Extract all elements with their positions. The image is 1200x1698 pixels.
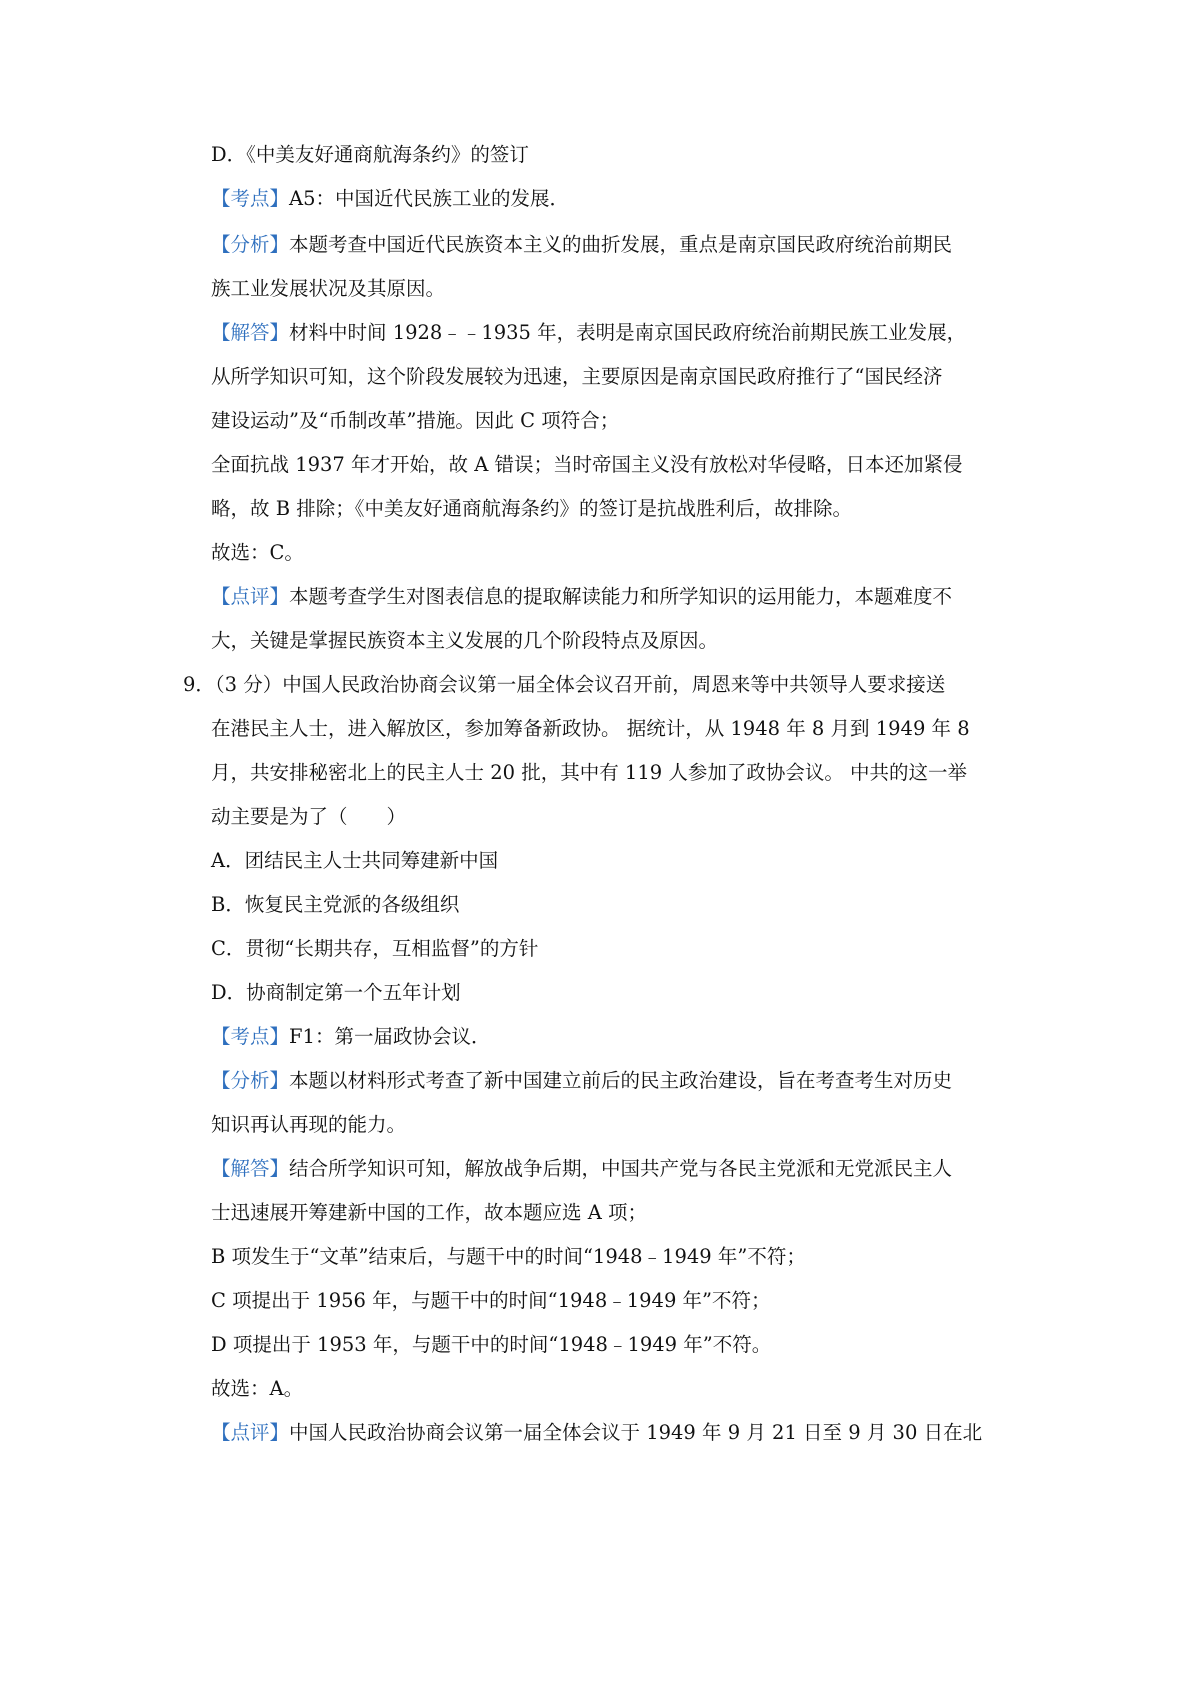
fenxi-text: 本题以材料形式考查了新中国建立前后的民主政治建设，旨在考查考生对历史 (289, 1069, 953, 1092)
q9-dianping-line-1 (211, 1420, 982, 1446)
q9-option-b: B．恢复民主党派的各级组织 (211, 893, 460, 916)
dianping-text: 本题考查学生对图表信息的提取解读能力和所学知识的运用能力，本题难度不 (289, 585, 953, 608)
q9-option-c: C．贯彻“长期共存，互相监督”的方针 (211, 937, 539, 960)
kaodian-text: F1：第一届政协会议． (289, 1025, 491, 1048)
q9-stem-line-1: 9．（3 分）中国人民政治协商会议第一届全体会议召开前，周恩来等中共领导人要求接送 (183, 673, 946, 696)
kaodian-tag: 【考点】 (211, 187, 290, 210)
q8-fenxi-line-1 (211, 232, 952, 258)
q9-jieda-line-2: 士迅速展开筹建新中国的工作，故本题应选 A 项； (211, 1201, 647, 1224)
q9-fenxi-line-1 (211, 1068, 952, 1094)
q9-stem-line-2: 在港民主人士，进入解放区，参加筹备新政协。 据统计，从 1948 年 8 月到 1949 年 8 (211, 717, 970, 740)
jieda-tag: 【解答】 (211, 321, 290, 344)
jieda-text: 材料中时间 1928﹣﹣1935 年，表明是南京国民政府统治前期民族工业发展， (289, 321, 967, 344)
q8-kaodian (211, 186, 569, 212)
kaodian-text: A5：中国近代民族工业的发展． (289, 187, 570, 210)
q9-option-a: A．团结民主人士共同筹建新中国 (211, 849, 499, 872)
fenxi-tag: 【分析】 (211, 233, 290, 256)
q8-jieda-line-1 (211, 320, 966, 346)
jieda-tag: 【解答】 (211, 1157, 290, 1180)
kaodian-tag: 【考点】 (211, 1025, 290, 1048)
q8-dianping-line-1 (211, 584, 952, 610)
q8-dianping-line-2: 大，关键是掌握民族资本主义发展的几个阶段特点及原因。 (211, 629, 719, 652)
q9-kaodian (211, 1024, 490, 1050)
q9-fenxi-line-2: 知识再认再现的能力。 (211, 1113, 407, 1136)
q8-fenxi-line-2: 族工业发展状况及其原因。 (211, 277, 446, 300)
q9-jieda-line-5: D 项提出于 1953 年，与题干中的时间“1948﹣1949 年”不符。 (211, 1333, 772, 1356)
q8-jieda-line-2: 从所学知识可知，这个阶段发展较为迅速，主要原因是南京国民政府推行了“国民经济 (211, 365, 943, 388)
fenxi-tag: 【分析】 (211, 1069, 290, 1092)
q9-jieda-line-3: B 项发生于“文革”结束后，与题干中的时间“1948﹣1949 年”不符； (211, 1245, 806, 1268)
q9-option-d: D．协商制定第一个五年计划 (211, 981, 461, 1004)
dianping-tag: 【点评】 (211, 1421, 290, 1444)
q8-jieda-line-4: 全面抗战 1937 年才开始，故 A 错误；当时帝国主义没有放松对华侵略，日本还加紧侵 (211, 453, 963, 476)
q9-stem-line-4: 动主要是为了（ ） (211, 805, 407, 828)
dianping-text: 中国人民政治协商会议第一届全体会议于 1949 年 9 月 21 日至 9 月 30 日在北 (289, 1421, 983, 1444)
dianping-tag: 【点评】 (211, 585, 290, 608)
q9-jieda-line-1 (211, 1156, 952, 1182)
fenxi-text: 本题考查中国近代民族资本主义的曲折发展，重点是南京国民政府统治前期民 (289, 233, 953, 256)
jieda-text: 结合所学知识可知，解放战争后期，中国共产党与各民主党派和无党派民主人 (289, 1157, 953, 1180)
q8-jieda-line-3: 建设运动”及“币制改革”措施。因此 C 项符合； (211, 409, 620, 432)
q8-jieda-line-5: 略，故 B 排除；《中美友好通商航海条约》的签订是抗战胜利后，故排除。 (211, 497, 852, 520)
q9-stem-line-3: 月，共安排秘密北上的民主人士 20 批，其中有 119 人参加了政协会议。 中共的这一举 (211, 761, 968, 784)
q9-answer: 故选：A。 (211, 1377, 304, 1400)
q9-jieda-line-4: C 项提出于 1956 年，与题干中的时间“1948﹣1949 年”不符； (211, 1289, 771, 1312)
q8-option-d: D．《中美友好通商航海条约》的签订 (211, 143, 529, 166)
q8-answer: 故选：C。 (211, 541, 304, 564)
